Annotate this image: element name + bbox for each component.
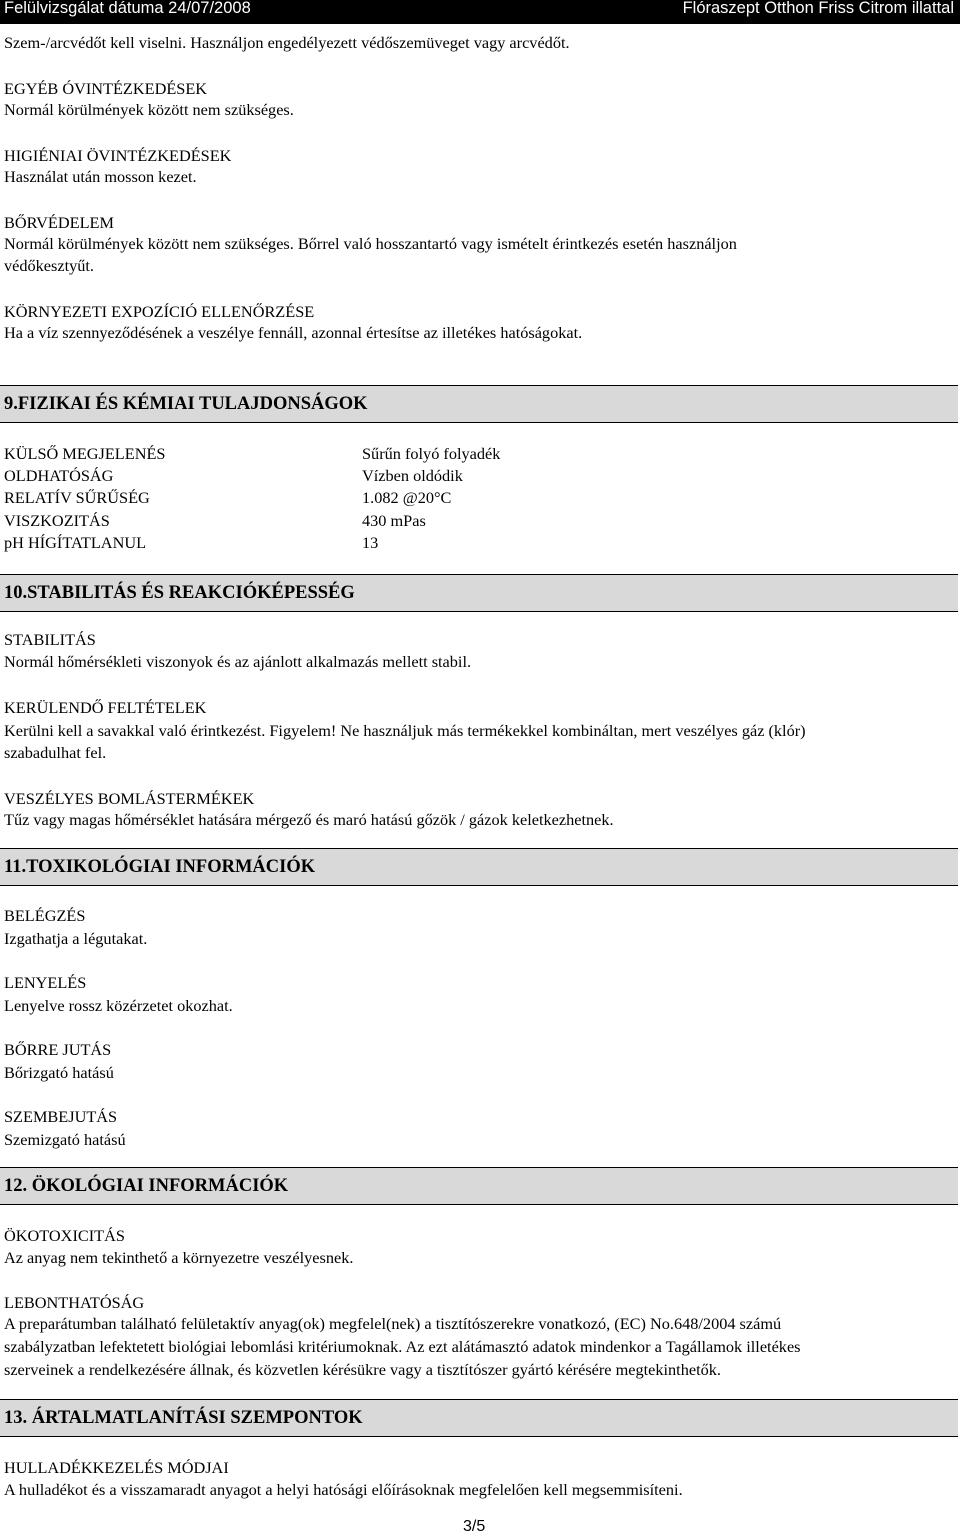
ecotoxicity-title: ÖKOTOXICITÁS	[4, 1226, 125, 1245]
inhalation-title: BELÉGZÉS	[4, 906, 86, 925]
eye-protection-text: Szem-/arcvédőt kell viselni. Használjon engedélyezett védőszemüveget vagy arcvédőt.	[4, 33, 570, 52]
hygiene-title: HIGIÉNIAI ÖVINTÉZKEDÉSEK	[4, 146, 232, 165]
section-11-heading	[0, 848, 958, 886]
section-10-title: 10.STABILITÁS ÉS REAKCIÓKÉPESSÉG	[4, 583, 355, 603]
ingestion-title: LENYELÉS	[4, 973, 87, 992]
page-number: 3/5	[463, 1518, 486, 1535]
stability-title: STABILITÁS	[4, 630, 96, 649]
eye-contact-text: Szemizgató hatású	[4, 1130, 126, 1149]
ecotoxicity-text: Az anyag nem tekinthető a környezetre veszélyesnek.	[4, 1248, 354, 1267]
waste-treatment-title: HULLADÉKKEZELÉS MÓDJAI	[4, 1458, 229, 1477]
decomposition-products-title: VESZÉLYES BOMLÁSTERMÉKEK	[4, 789, 255, 808]
env-exposure-title: KÖRNYEZETI EXPOZÍCIÓ ELLENŐRZÉSE	[4, 302, 315, 321]
hygiene-text: Használat után mosson kezet.	[4, 167, 197, 186]
property-value: Vízben oldódik	[362, 466, 463, 485]
eye-contact-title: SZEMBEJUTÁS	[4, 1107, 118, 1126]
skin-protection-title: BŐRVÉDELEM	[4, 213, 114, 232]
conditions-to-avoid-text-cont: szabadulhat fel.	[4, 743, 107, 762]
inhalation-text: Izgathatja a légutakat.	[4, 929, 148, 948]
waste-treatment-text: A hulladékot és a visszamaradt anyagot a helyi hatósági előírásoknak megfelelően kell megsemmisíteni.	[4, 1480, 683, 1499]
stability-text: Normál hőmérsékleti viszonyok és az ajánlott alkalmazás mellett stabil.	[4, 652, 472, 671]
skin-contact-text: Bőrizgató hatású	[4, 1063, 114, 1082]
property-name: KÜLSŐ MEGJELENÉS	[4, 444, 166, 463]
degradability-text-cont: szabályzatban lefektetett biológiai lebomlási kritériumoknak. Az ezt alátámasztó adatok mindenkor a Tagállamok illetékes	[4, 1337, 801, 1356]
skin-protection-text: Normál körülmények között nem szükséges. Bőrrel való hosszantartó vagy ismételt érintkezés esetén használjon	[4, 234, 737, 253]
section-10-heading	[0, 574, 958, 612]
conditions-to-avoid-title: KERÜLENDŐ FELTÉTELEK	[4, 698, 207, 717]
skin-protection-text-cont: védőkesztyűt.	[4, 256, 94, 275]
degradability-text-cont: szerveinek a rendelkezésére állnak, és közvetlen kérésükre vagy a tisztítószer gyártó kérésére megtekinthetők.	[4, 1360, 721, 1379]
other-measures-text: Normál körülmények között nem szükséges.	[4, 100, 294, 119]
section-9-heading	[0, 385, 958, 423]
conditions-to-avoid-text: Kerülni kell a savakkal való érintkezést. Figyelem! Ne használjuk más termékekkel kombináltan, mert veszélyes gáz (klór)	[4, 721, 806, 740]
degradability-title: LEBONTHATÓSÁG	[4, 1293, 145, 1312]
product-name: Flóraszept Otthon Friss Citrom illattal	[682, 0, 954, 17]
env-exposure-text: Ha a víz szennyeződésének a veszélye fennáll, azonnal értesítse az illetékes hatóságokat.	[4, 323, 583, 342]
ingestion-text: Lenyelve rossz közérzetet okozhat.	[4, 996, 233, 1015]
skin-contact-title: BŐRRE JUTÁS	[4, 1040, 112, 1059]
property-name: RELATÍV SŰRŰSÉG	[4, 488, 150, 507]
other-measures-title: EGYÉB ÓVINTÉZKEDÉSEK	[4, 79, 208, 98]
page-header	[0, 0, 960, 24]
property-value: Sűrűn folyó folyadék	[362, 444, 501, 463]
degradability-text: A preparátumban található felületaktív anyag(ok) megfelel(nek) a tisztítószerekre vonatkozó, (EC) No.648/2004 számú	[4, 1314, 782, 1333]
property-value: 13	[362, 533, 379, 552]
section-11-title: 11.TOXIKOLÓGIAI INFORMÁCIÓK	[4, 857, 316, 877]
section-9-title: 9.FIZIKAI ÉS KÉMIAI TULAJDONSÁGOK	[4, 394, 368, 414]
property-name: VISZKOZITÁS	[4, 511, 110, 530]
section-12-heading	[0, 1167, 958, 1205]
section-13-heading	[0, 1399, 958, 1437]
property-name: OLDHATÓSÁG	[4, 466, 114, 485]
section-12-title: 12. ÖKOLÓGIAI INFORMÁCIÓK	[4, 1176, 289, 1196]
decomposition-products-text: Tűz vagy magas hőmérséklet hatására mérgező és maró hatású gőzök / gázok keletkezhetnek.	[4, 810, 614, 829]
revision-date: Felülvizsgálat dátuma 24/07/2008	[4, 0, 251, 17]
property-value: 430 mPas	[362, 511, 426, 530]
property-name: pH HÍGÍTATLANUL	[4, 533, 147, 552]
section-13-title: 13. ÁRTALMATLANÍTÁSI SZEMPONTOK	[4, 1408, 363, 1428]
property-value: 1.082 @20°C	[362, 488, 452, 507]
